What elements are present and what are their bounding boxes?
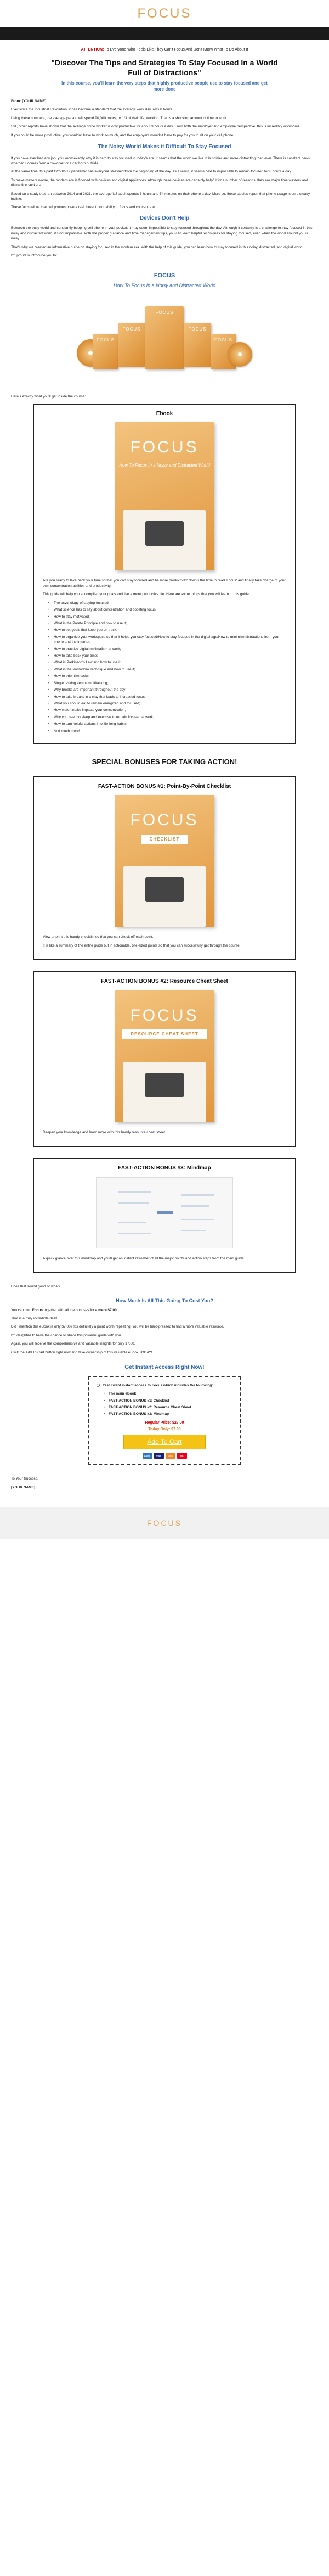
order-heading: Get Instant Access Right Now! [124, 1364, 205, 1371]
mindmap-branch [118, 1202, 149, 1204]
bonus-2-p1: Deepen your knowledge and learn more with this handy resource cheat sheet. [43, 1130, 166, 1134]
intro-p1: Ever since the Industrial Revolution, it has become a standard that the average work day lasts 8 hours. [11, 108, 173, 112]
mindmap-branch [181, 1219, 214, 1220]
noisy-p3: To make matters worse, the modern era is flooded with devices and digital appliances. Although these devices are certainly helpful for a number of reasons, they are major time wasters and distraction suckers. [11, 178, 308, 188]
product-subtitle: How To Focus In a Noisy and Distracted World [113, 283, 216, 289]
mindmap-branch [157, 1211, 173, 1214]
ebook-learn-item: • What is the Pareto Principle and how to use it; [48, 621, 286, 626]
ebook-learn-item: • How to organize your workspace so that it helps you stay focused/How to stay focused in the digital age/How to minimize distractions from your phone and the internet; [48, 635, 286, 645]
order-item-text: FAST-ACTION BONUS #2: Resource Cheat Sheet [109, 1405, 191, 1409]
intro-p2: Using these numbers, the average person will spend 90,000 hours, or 1/3 of their life, working. That is a shocking amount of time to work. [11, 116, 228, 120]
ebook-learn-item: • What you should eat to remain energized and focused; [48, 701, 286, 706]
ebook-cover [115, 422, 214, 570]
bonuses-heading: SPECIAL BONUSES FOR TAKING ACTION! [92, 758, 237, 766]
mastercard-icon: MC [177, 1453, 187, 1459]
add-to-cart-button[interactable]: Add To Cart [123, 1435, 206, 1449]
signoff-line1: To Your Success, [11, 1477, 38, 1481]
payment-cards [97, 1453, 232, 1459]
sound-good: Does that sound good or what? [11, 1285, 61, 1289]
signoff-line2: [YOUR NAME] [11, 1485, 36, 1489]
order-checkbox[interactable] [97, 1384, 100, 1387]
noisy-p4: Based on a study that ran between 2014 and 2021, the average US adult spends 3 hours and 54 minutes on their phone a day. More so, these studies report that phone usage is on a steady incline. [11, 192, 310, 201]
order-item-text: The main eBook [109, 1392, 137, 1396]
book-main: FOCUS [145, 306, 184, 369]
order-item [104, 1391, 232, 1396]
page-headline: "Discover The Tips and Strategies To Stay Focused In a World Full of Distractions" [51, 58, 278, 77]
order-item-text: FAST-ACTION BONUS #3: Mindmap [109, 1412, 169, 1416]
pricing-p6: Click the Add To Cart button right now and take ownership of this valuable eBook TODAY! [11, 1350, 152, 1354]
laptop-image [123, 510, 206, 570]
intro-p4: If you could be more productive, you wouldn't have to work so much, and the employers wouldn't have to pay for you to sit on your cell phone. [11, 133, 235, 137]
ebook-learn-item: • Why you need to sleep and exercise to remain focused at work; [48, 715, 286, 720]
product-title: FOCUS [154, 272, 175, 279]
bonus-2-cover-word: FOCUS [130, 1006, 199, 1024]
ebook-learn-item: • How to turn helpful actions into life-long habits; [48, 721, 286, 726]
today-price: Today Only: $7.00 [148, 1427, 181, 1431]
ebook-learn-item: • What is the Pomodoro Technique and how to use it; [48, 667, 286, 672]
bonus-2-image [123, 1062, 206, 1122]
pricing-p1 [11, 1308, 318, 1313]
ebook-learn-item: • The psychology of staying focused; [48, 601, 286, 606]
pricing-heading: How Much Is All This Going To Cost You? [116, 1297, 213, 1303]
pricing-price: a mere $7.00 [95, 1308, 117, 1312]
product-bundle-image [77, 295, 252, 378]
book-1: FOCUS [93, 334, 118, 369]
ebook-learn-item: • And much more! [48, 729, 286, 733]
mindmap-branch [181, 1205, 209, 1207]
ebook-cover-word: FOCUS [130, 438, 199, 457]
bonus-1-title: FAST-ACTION BONUS #1: Point-By-Point Checklist [98, 783, 231, 789]
help-p2: That's why we created an informative guide on staying focused in the modern era. With the help of this guide, you can learn how to stay focused in this noisy, distracted, and digital world. [11, 245, 304, 249]
top-bar [0, 27, 329, 40]
mindmap-image [96, 1177, 233, 1248]
bonus-1-cover-word: FOCUS [130, 811, 199, 830]
pricing-p1-post: together with all the bonuses for [42, 1308, 95, 1312]
footer-logo: FOCUS [147, 1519, 182, 1528]
pricing-p2: That is a truly incredible deal! [11, 1317, 58, 1321]
main-content [11, 47, 318, 1490]
pricing-p3: Did I mention this eBook is only $7.00? It's definitely a point worth repeating. You will be hard-pressed to find a more valuable resource. [11, 1325, 224, 1329]
bonus-3-box [33, 1158, 296, 1273]
order-item [104, 1412, 232, 1416]
noisy-p1: If you have ever had any job, you know exactly why it is hard to stay focused in today's era. It seems that the world we live in is noisier and more distracting than ever. There is constant news, whether it comes from a coworker or a car horn outside. [11, 156, 311, 165]
noisy-heading: The Noisy World Makes it Difficult To Stay Focused [98, 144, 231, 150]
noisy-p5: These facts tell us that cell phones pose a real threat to our ability to focus and concentrate. [11, 205, 156, 210]
bonus-2-title: FAST-ACTION BONUS #2: Resource Cheat Sheet [101, 978, 228, 985]
ebook-learn-item: • How to take breaks in a way that leads to increased focus; [48, 695, 286, 699]
ebook-learn-list [48, 601, 286, 733]
order-item-text: FAST-ACTION BONUS #1: Checklist [109, 1398, 169, 1403]
ebook-learn-item: • How to practice digital minimalism at work; [48, 647, 286, 652]
book-4: FOCUS [211, 334, 236, 369]
help-p1: Between the busy world and constantly beeping cell phone in your pocket, it may seem impossible to stay focused throughout the day. Although it certainly is a challenge to stay focused in this noisy and distracted world, it's not impossible. With the proper guidance and time management tips, you can learn helpful techniques for staying focused, even when the world around you is noisy. [11, 226, 313, 241]
ebook-learn-item: • How water intake impacts your concentration; [48, 708, 286, 713]
help-p3: I'm proud to introduce you to: [11, 254, 57, 258]
pricing-p1-pre: You can own [11, 1308, 32, 1312]
ebook-learn-item: • Why breaks are important throughout the day; [48, 687, 286, 692]
order-yes[interactable] [97, 1383, 232, 1388]
ebook-learn-item: • What science has to say about concentration and boosting focus; [48, 607, 286, 612]
mindmap-branch [181, 1230, 206, 1231]
course-intro: Here's exactly what you'll get inside the course: [11, 394, 86, 399]
mindmap-branch [181, 1194, 214, 1196]
ebook-cover-sub: How To Focus In a Noisy and Distracted World [119, 462, 210, 468]
ebook-p2: This guide will help you accomplish your goals and live a more productive life. Here are some things that you will learn in this guide: [43, 592, 250, 597]
bonus-3-p1: A quick glance over this mindmap and you'll get an instant refresher of all the major points and action steps from the main guide. [43, 1256, 245, 1261]
sub-headline: In this course, you'll learn the very steps that highly productive people use to stay focused and get more done [61, 81, 268, 92]
bonus-1-cover [115, 795, 214, 927]
order-item [104, 1405, 232, 1410]
book-2: FOCUS [118, 323, 145, 367]
ebook-learn-item: • What is Parkinson's Law and how to use it; [48, 660, 286, 665]
regular-price: Regular Price: $27.00 [145, 1420, 184, 1425]
amex-icon: AMEX [143, 1453, 152, 1459]
mindmap-branch [118, 1233, 151, 1234]
ebook-box [33, 404, 296, 744]
order-list [104, 1391, 232, 1417]
book-3: FOCUS [184, 323, 211, 367]
pricing-p4: I'm delighted to have the chance to share this powerful guide with you. [11, 1333, 122, 1337]
discover-icon: DISC [166, 1453, 175, 1459]
bonus-1-box [33, 776, 296, 960]
mindmap-branch [118, 1222, 146, 1223]
visa-icon: VISA [154, 1453, 164, 1459]
ebook-title: Ebook [156, 410, 173, 417]
pricing-product: Focus [32, 1308, 43, 1312]
bonus-1-p2: It is like a summary of the entire guide but in actionable, bite-sized points so that you can successfully get through the course. [43, 943, 241, 948]
mindmap-branch [118, 1191, 151, 1193]
attention-label: ATTENTION: [81, 48, 104, 52]
ebook-learn-item: • How to take back your time; [48, 653, 286, 658]
intro-p3: Still, other reports have shown that the average office worker is only productive for about 3 hours a day. From both the employer and employee perspective, this is incredibly worrisome. [11, 125, 301, 129]
bonus-2-tag: RESOURCE CHEAT SHEET [122, 1029, 207, 1039]
order-item [104, 1398, 232, 1403]
order-yes-text: Yes! I want instant access to Focus which includes the following: [102, 1383, 213, 1387]
from-line: From: [YOUR NAME] [11, 99, 47, 103]
order-box [88, 1376, 241, 1466]
bonus-2-box [33, 971, 296, 1147]
bonus-1-p1: View or print this handy checklist so that you can check off each point. [43, 935, 154, 939]
site-footer [0, 1507, 329, 1539]
ebook-learn-item: • Single tasking versus multitasking; [48, 681, 286, 686]
ebook-p1: Are you ready to take back your time so that you can stay focused and be more productive? Now is the time to read 'Focus' and finally take charge of your own concentration abilities and productivity. [43, 579, 286, 588]
disc-right [228, 342, 252, 367]
ebook-learn-item: • How to stay motivated; [48, 614, 286, 619]
bonus-3-title: FAST-ACTION BONUS #3: Mindmap [118, 1165, 211, 1172]
pricing-p5: Again, you will receive the comprehensive and valuable insights for only $7.00. [11, 1342, 135, 1346]
ebook-learn-item: • How to prioritize tasks; [48, 674, 286, 679]
attention-text: To Everyone Who Feels Like They Can't Focus And Don't Know What To Do About It [105, 48, 248, 52]
bonus-1-tag: CHECKLIST [141, 835, 189, 844]
ebook-learn-item: • How to set goals that keep you on track; [48, 628, 286, 632]
noisy-p2: At the same time, this past COVID-19 pandemic has everyone stressed from the beginning of the day. As a result, it seems next to impossible to remain focused for 8 hours a day. [11, 170, 292, 174]
bonus-2-cover [115, 990, 214, 1122]
bonus-1-image [123, 866, 206, 927]
site-header [0, 0, 329, 27]
help-heading: Devices Don't Help [139, 215, 190, 221]
logo: FOCUS [137, 5, 192, 21]
attention-line [49, 47, 280, 53]
